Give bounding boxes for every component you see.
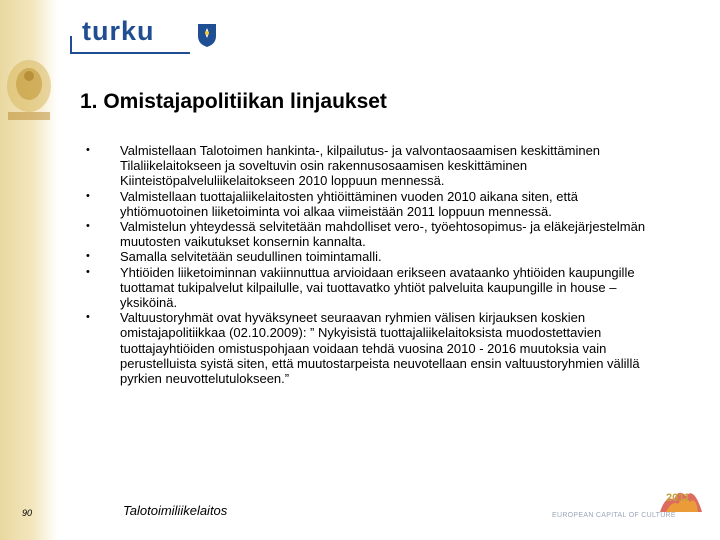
bullet-text: Valmistellaan tuottajaliikelaitosten yhtiöittäminen vuoden 2010 aikana siten, että yhtiömuotoinen liiketoiminta voi alkaa viimeistään 2011 loppuun mennessä. [120,188,578,219]
ornament-icon [2,50,56,126]
bullet-marker: • [86,250,90,263]
ecoc-label: EUROPEAN CAPITAL OF CULTURE [552,512,676,519]
bullet-item [76,265,666,311]
turku-logo [70,14,220,54]
bullet-text: Valtuustoryhmät ovat hyväksyneet seuraavan ryhmien välisen kirjauksen koskien omistajapolitiikkaa (02.10.2009): ” Nykyisistä tuottajaliikelaitoksista muodostettavien tuottajayhtiöiden omistuspohjaan voidaan tehdä vuosina 2010 - 2016 muutoksia vain perustelluista syistä siten, että muutostarpeista neuvotellaan ensin valtuustoryhmien välillä pyrkien neuvottelutulokseen.” [120,310,640,387]
page-number: 90 [22,508,33,518]
bullet-marker: • [86,265,90,278]
bullet-item [76,189,666,219]
bullet-marker: • [86,311,90,324]
footer-organization: Talotoimiliikelaitos [123,503,228,518]
bullet-list [76,143,666,386]
logo-frame-horizontal [70,52,190,54]
bullet-item [76,219,666,249]
logo-wordmark: turku [82,16,155,46]
bullet-text: Valmistelun yhteydessä selvitetään mahdolliset vero-, työehtosopimus- ja eläkejärjestelmän muutosten vaikutukset konsernin kannalta. [120,219,646,250]
bullet-text: Valmistellaan Talotoimen hankinta-, kilpailutus- ja valvontaosaamisen keskittäminen Tilaliikelaitokseen ja soveltuvin osin rakennusosaamisen keskittäminen Kiinteistöpalveluliikelaitokseen 2010 loppuun mennessä. [120,143,601,189]
bullet-item [76,143,666,189]
bullet-marker: • [86,220,90,233]
ecoc-year: 2011 [666,492,690,504]
bullet-text: Samalla selvitetään seudullinen toimintamalli. [120,249,382,265]
bullet-item [76,249,666,264]
bullet-item [76,310,666,386]
slide-title: 1. Omistajapolitiikan linjaukset [80,90,387,113]
bullet-marker: • [86,189,90,202]
ecoc-logo [552,486,712,532]
bullet-marker: • [86,144,90,156]
bullet-text: Yhtiöiden liiketoiminnan vakiinnuttua arvioidaan erikseen avataanko yhtiöiden kaupungille tuottamat tukipalvelut kilpailulle, vai tuottavatko yhtiöt palveluita kaupungille in house –yksiköinä. [120,264,635,311]
turku-crest-icon [196,22,218,48]
